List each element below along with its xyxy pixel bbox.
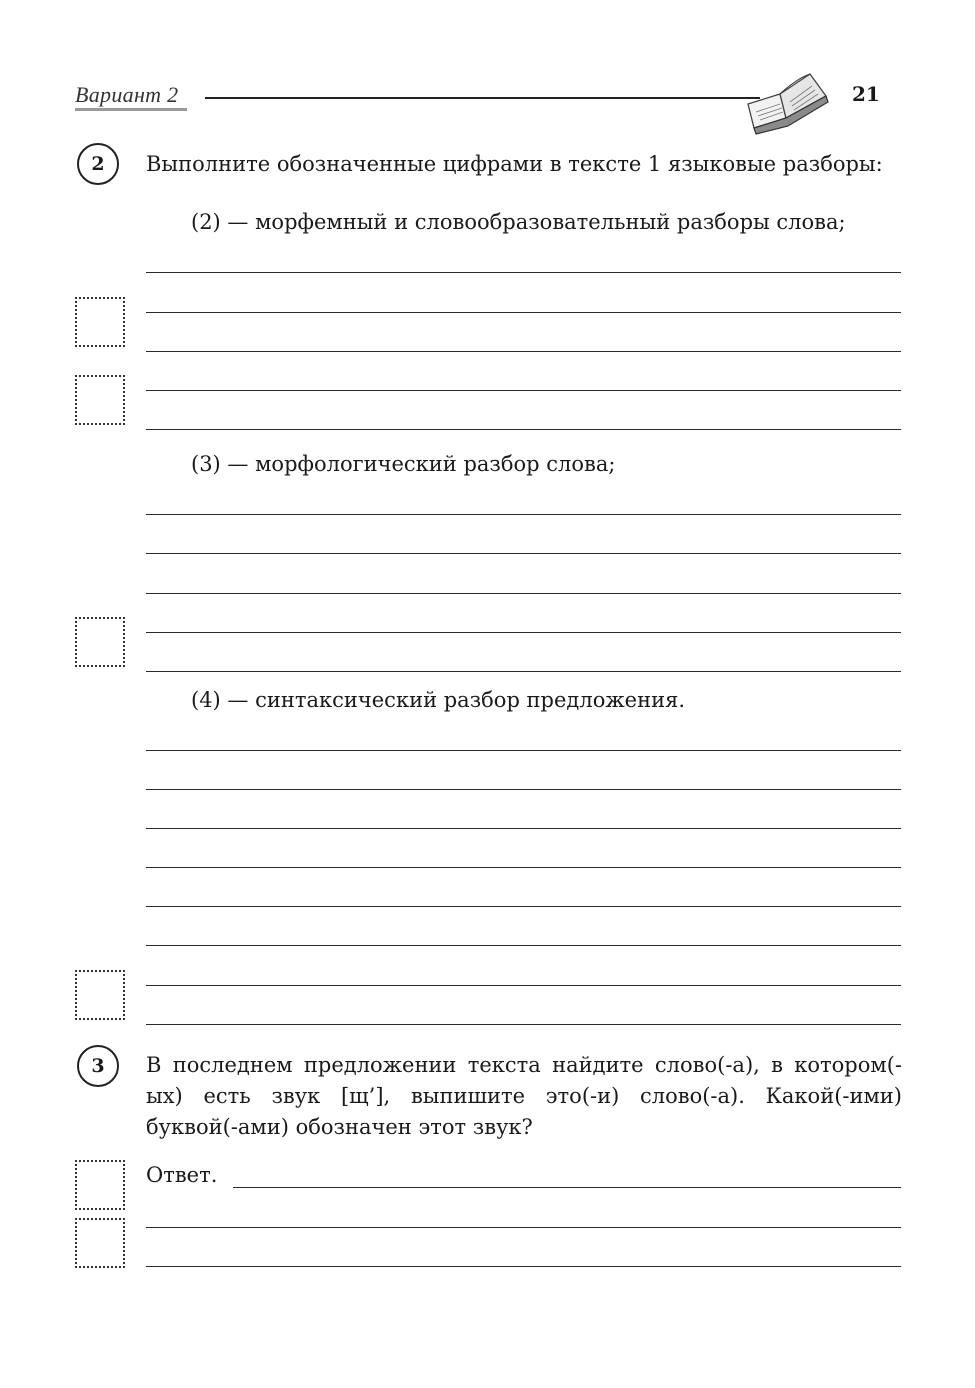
- score-box[interactable]: [75, 1160, 125, 1210]
- answer-line[interactable]: [146, 945, 901, 946]
- task2-instruction: Выполните обозначенные цифрами в тексте 1 языковые разборы:: [146, 152, 883, 176]
- task2-item-syntax: (4) — синтаксический разбор предложения.: [191, 688, 686, 712]
- open-book-icon: [740, 66, 832, 136]
- answer-line[interactable]: [146, 671, 901, 672]
- answer-line[interactable]: [146, 750, 901, 751]
- answer-line[interactable]: [146, 1266, 901, 1267]
- score-box[interactable]: [75, 1218, 125, 1268]
- answer-line[interactable]: [146, 553, 901, 554]
- answer-line[interactable]: [146, 1024, 901, 1025]
- answer-line[interactable]: [146, 828, 901, 829]
- answer-line[interactable]: [146, 985, 901, 986]
- answer-line[interactable]: [146, 593, 901, 594]
- task3-question: В последнем предложении текста найдите слово(-а), в котором(-ых) есть звук [щ’], выпишите это(-и) слово(-а). Какой(-ими) буквой(-ами) обозначен этот звук?: [146, 1053, 902, 1139]
- task2-item-morpheme: (2) — морфемный и словообразовательный разборы слова;: [191, 210, 846, 234]
- answer-label: Ответ.: [146, 1163, 218, 1187]
- task-number-3: 3: [77, 1045, 119, 1087]
- answer-line[interactable]: [146, 632, 901, 633]
- variant-underline: [75, 108, 187, 111]
- score-box[interactable]: [75, 375, 125, 425]
- score-box[interactable]: [75, 297, 125, 347]
- answer-line[interactable]: [146, 272, 901, 273]
- variant-label: Вариант 2: [75, 82, 179, 107]
- answer-line[interactable]: [146, 351, 901, 352]
- answer-line[interactable]: [146, 429, 901, 430]
- answer-line[interactable]: [146, 906, 901, 907]
- score-box[interactable]: [75, 970, 125, 1020]
- answer-line[interactable]: [146, 514, 901, 515]
- score-box[interactable]: [75, 617, 125, 667]
- answer-line[interactable]: [146, 1227, 901, 1228]
- task2-item-morphology: (3) — морфологический разбор слова;: [191, 452, 616, 476]
- answer-line[interactable]: [146, 312, 901, 313]
- task-number-2: 2: [77, 143, 119, 185]
- header-rule: [205, 97, 760, 99]
- answer-line[interactable]: [233, 1187, 901, 1188]
- page-number: 21: [852, 82, 880, 106]
- answer-line[interactable]: [146, 789, 901, 790]
- answer-line[interactable]: [146, 390, 901, 391]
- answer-line[interactable]: [146, 867, 901, 868]
